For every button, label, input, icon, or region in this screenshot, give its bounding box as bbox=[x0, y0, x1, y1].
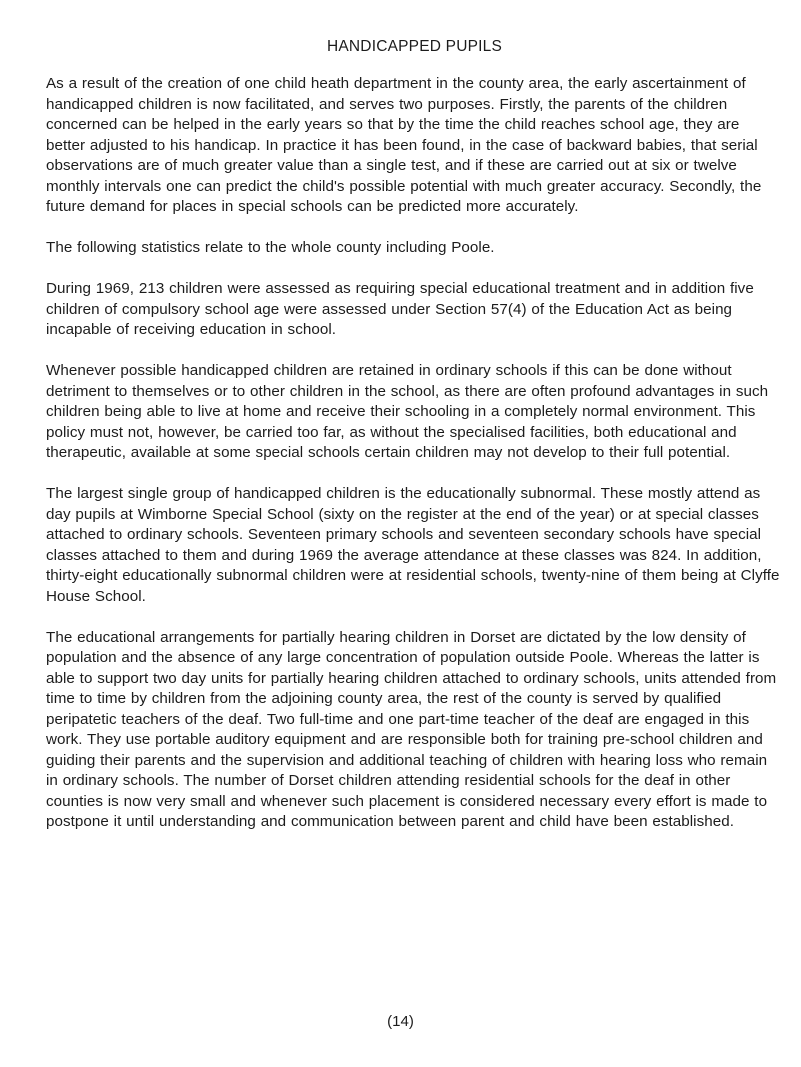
page-title: HANDICAPPED PUPILS bbox=[326, 38, 502, 55]
paragraph-ascertainment: As a result of the creation of one child heath department in the county area, the early ascertainment of handicapped children is now facilitated, and serves two purposes. Firstly, the parents of the children concerned can be helped in the early years so that by the time the child reaches school age, they are better adjusted to his handicap. In practice it has been found, in the case of backward babies, that serial observations are of much greater value than a single test, and if these are carried out at six or twelve monthly intervals one can predict the child's possible potential with much greater accuracy. Secondly, the future demand for places in special schools can be predicted more accurately. bbox=[46, 75, 762, 215]
paragraph-ordinary-schools: Whenever possible handicapped children are retained in ordinary schools if this can be done without detriment to themselves or to other children in the school, as there are often profound advantages in such children being able to live at home and receive their schooling in a completely normal environment. This policy must not, however, be carried too far, as without the specialised facilities, both educational and therapeutic, available at some special schools certain children may not develop to their full potential. bbox=[46, 362, 769, 461]
paragraph-assessments-1969: During 1969, 213 children were assessed as requiring special educational treatment and in addition five children of compulsory school age were assessed under Section 57(4) of the Education Act as being incapable of receiving education in school. bbox=[46, 280, 754, 338]
paragraph-educationally-subnormal: The largest single group of handicapped children is the educationally subnormal. These mostly attend as day pupils at Wimborne Special School (sixty on the register at the end of the year) or at special classes attached to ordinary schools. Seventeen primary schools and seventeen secondary schools have special classes attached to them and during 1969 the average attendance at these classes was 824. In addition, thirty-eight educationally subnormal children were at residential schools, twenty-nine of them being at Clyffe House School. bbox=[46, 485, 780, 605]
paragraph-partially-hearing: The educational arrangements for partially hearing children in Dorset are dictated by the low density of population and the absence of any large concentration of population outside Poole. Whereas the latter is able to support two day units for partially hearing children attached to ordinary schools, units attended from time to time by children from the adjoining county area, the rest of the county is served by qualified peripatetic teachers of the deaf. Two full-time and one part-time teacher of the deaf are engaged in this work. They use portable auditory equipment and are responsible both for training pre-school children and guiding their parents and the supervision and additional teaching of children with hearing loss who remain in ordinary schools. The number of Dorset children attending residential schools for the deaf in other counties is now very small and whenever such placement is considered necessary every effort is made to postpone it until understanding and communication between parent and child have been established. bbox=[46, 628, 777, 830]
paragraph-statistics-intro: The following statistics relate to the whole county including Poole. bbox=[46, 239, 495, 256]
page-number: (14) bbox=[387, 1013, 414, 1030]
